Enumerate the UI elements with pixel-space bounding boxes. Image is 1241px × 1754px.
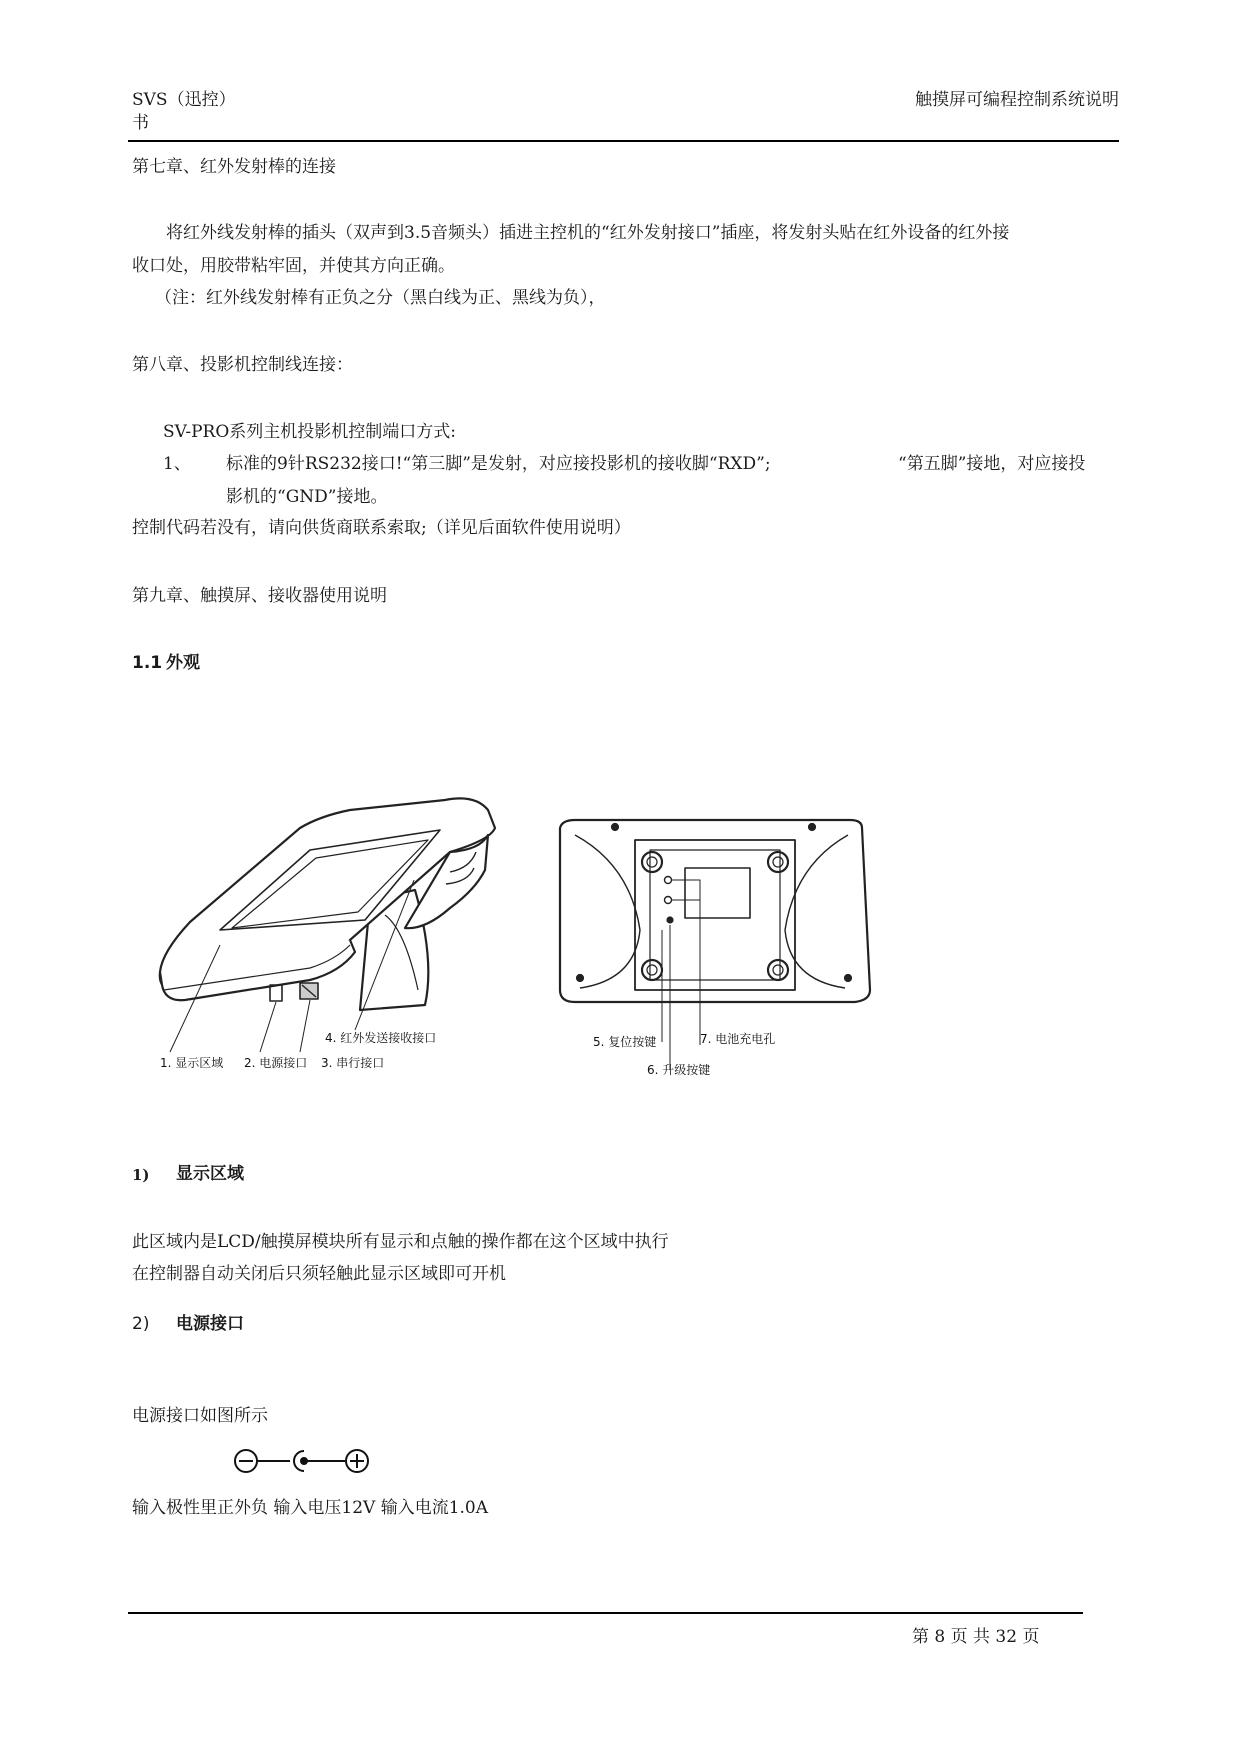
page-number: 第 8 页 共 32 页 xyxy=(912,1627,1040,1647)
figure-label-3: 3. 串行接口 xyxy=(321,1056,385,1070)
header-rule xyxy=(128,140,1119,142)
chapter8-heading: 第八章、投影机控制线连接： xyxy=(132,355,353,375)
footer-rule xyxy=(128,1612,1083,1614)
device-side-view xyxy=(160,798,495,1052)
polarity-symbol xyxy=(232,1446,382,1476)
figure-label-5: 5. 复位按键 xyxy=(593,1035,657,1049)
chapter8-item-number: 1、 xyxy=(163,454,191,474)
figure-label-2: 2. 电源接口 xyxy=(244,1056,308,1070)
section2-title: 电源接口 xyxy=(176,1314,244,1334)
header-title: 触摸屏可编程控制系统说明 xyxy=(915,90,1119,110)
figure-label-1: 1. 显示区域 xyxy=(160,1056,224,1070)
section2-specs: 输入极性里正外负 输入电压12V 输入电流1.0A xyxy=(132,1498,489,1518)
chapter8-item-line1: 标准的9针RS232接口!“第三脚”是发射，对应接投影机的接收脚“RXD”; xyxy=(226,454,771,474)
chapter8-contact-note: 控制代码若没有，请向供货商联系索取;（详见后面软件使用说明） xyxy=(132,518,631,538)
subsection-number: 1.1 xyxy=(132,653,163,673)
chapter9-heading: 第九章、触摸屏、接收器使用说明 xyxy=(132,586,387,606)
section1-line1: 此区域内是LCD/触摸屏模块所有显示和点触的操作都在这个区域中执行 xyxy=(132,1232,669,1252)
header-left-line1: SVS（迅控） xyxy=(132,90,236,110)
chapter7-heading: 第七章、红外发射棒的连接 xyxy=(132,157,336,177)
chapter8-item-line1-tail: “第五脚”接地，对应接投 xyxy=(898,454,1086,474)
figure-label-7: 7. 电池充电孔 xyxy=(700,1032,776,1046)
chapter7-note: （注：红外线发射棒有正负之分（黑白线为正、黑线为负）， xyxy=(155,288,606,308)
header-left-line2: 书 xyxy=(132,113,149,133)
section1-title: 显示区域 xyxy=(176,1164,244,1184)
device-figure xyxy=(150,780,880,1080)
figure-label-6: 6. 升级按键 xyxy=(647,1063,711,1077)
section1-line2: 在控制器自动关闭后只须轻触此显示区域即可开机 xyxy=(132,1264,506,1284)
chapter8-intro: SV-PRO系列主机投影机控制端口方式: xyxy=(163,422,457,442)
subsection-title: 外观 xyxy=(166,653,200,673)
figure-label-4: 4. 红外发送接收接口 xyxy=(325,1031,437,1045)
section1-number: 1) xyxy=(132,1166,150,1184)
chapter8-item-line2: 影机的“GND”接地。 xyxy=(226,487,388,507)
chapter7-para-line2: 收口处，用胶带粘牢固，并使其方向正确。 xyxy=(132,256,455,276)
chapter7-para-line1: 将红外线发射棒的插头（双声到3.5音频头）插进主控机的“红外发射接口”插座，将发射头贴在红外设备的红外接 xyxy=(166,223,1010,243)
section2-number: 2) xyxy=(132,1314,150,1334)
section2-description: 电源接口如图所示 xyxy=(132,1406,268,1426)
